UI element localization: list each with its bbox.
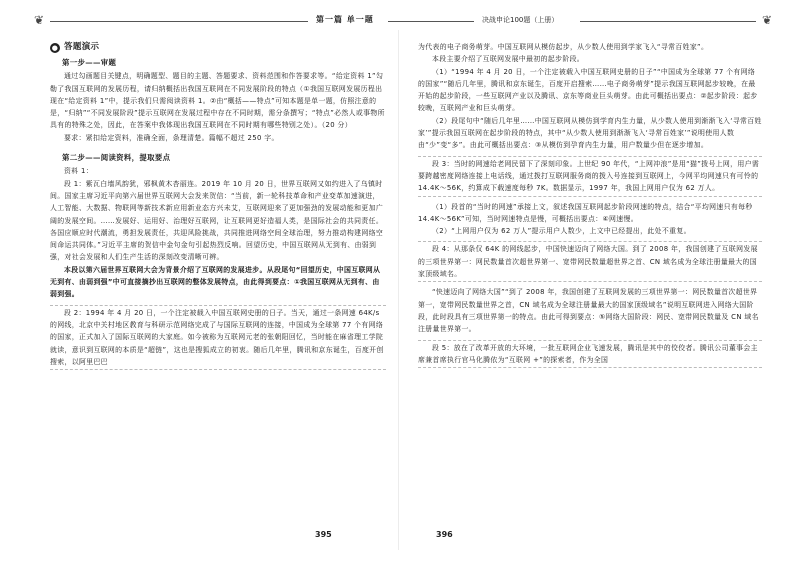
answer-bullet-icon: ●	[51, 43, 59, 52]
material-paragraph-1: 段 1：紫瓦白墙风韵犹，邪枫黄木杏丽连。2019 年 10 月 20 日，世界互联网又如约进入了乌镇时间。国家主席习近平向第六届世界互联网大会发来贺信：“当前，新一轮科技革命和产业变革加速演进，人工智能、大数据、物联网等新技术新应用新业态方兴未艾，互联网迎来了更加强劲的发展动能和更加广阔的发展空间。……发展好、运用好、治理好互联网，让互联网更好造福人类，是国际社会的共同责任。各国应顺应时代潮流，勇担发展责任，共迎风险挑战，共同推进网络空间全球治理，努力推动构建网络空间命运共同体。”习近平主席的贺信中金句金句引起热烈反响。回望历史，中国互联网从无到有、由弱到强，对社会发展和人们生产生活的深刻改变清晰可辨。	[50, 179, 384, 262]
page-header	[34, 12, 772, 30]
left-header-title: 第一篇 单一题	[316, 15, 374, 24]
answer-heading	[50, 41, 386, 54]
paragraph-3-text: 段 3：当时的网速给老网民留下了深刻印象。上世纪 90 年代，“上网冲浪”是用“猫”拨号上网，用户需要跨越密度网络连接上电话线，通过拨打互联网服务商的拨入号连接到互联网上，今网平均网速只有可怜的 14.4K～56K，约算成下载速度每秒 7K。数据显示，1997 年，我国上网用户仅为 62 万人。	[418, 159, 760, 193]
paragraph-3-note-2: （2）“上网用户仅为 62 万人”提示用户人数少，上文中已经提出，此处不重复。	[432, 227, 691, 236]
step1-paragraph: 通过勾画题目关键点，明确题型、题目的主题、答题要求、资料范围和作答要求等。“给定资料 1”勾勒了我国互联网的发展历程，请归纳概括出我国互联网在不同发展阶段的特点（①我国互联网发展历程出现在“给定资料 1”中，提示我们只需阅读资料 1。②由“概括——特点”可知本题是单一题，仿照注意的是，“归纳”“不同发展阶段”提示互联网在发展过程中存在不同时期，需分条撰写；“特点”必然人或事物所具有的特殊之处，因此，在答案中我体现出我国互联网在不同时期有哪些特别之处）。（20 分）	[50, 72, 385, 130]
left-page-number: 395	[315, 530, 332, 539]
header-rule-left	[50, 21, 308, 22]
section-summary: 本段主要介绍了互联网发展中最初的起步阶段。	[432, 55, 585, 64]
ornament-left-icon: ❦	[34, 13, 45, 27]
header-rule-center	[388, 21, 474, 22]
analysis-paragraph-2: （2）段尾句中“随后几年里……中国互联网从模仿到学育内生力量，从少数人使用到渐渐飞入‘寻常百姓家’”提示我国互联网在起步阶段的特点，其中“从少数人使用到渐渐飞入‘寻常百姓家’”说明使用人数由“少”变“多”。由此可概括出要点：③从模仿到孕育内生力量，用户数量少但在逐步增加。	[418, 116, 762, 150]
analysis-paragraph-1: （1）“1994 年 4 月 20 日，一个注定被载入中国互联网史册的日子”“中国成为全球第 77 个有网络的国家”“随后几年里，腾讯和京东诞生，百度开启搜索……电子商务萌芽”提示我国互联网起步较晚，在最开始的起步阶段，一些互联网产业以及腾讯、京东等商业巨头萌芽。由此可概括出要点：②起步阶段：起步较晚，互联网产业和巨头萌芽。	[418, 67, 758, 113]
paragraph-5-text: 段 5：放在了改革开放的大环境，一批互联网企业飞速发展，腾讯是其中的佼佼者。腾讯公司董事会主席兼首席执行官马化腾依为“互联网 +”的探索者，作为全国	[418, 343, 758, 364]
book-fold	[398, 30, 399, 550]
paragraph-4-text: 段 4：从那条仅 64K 的网线起步，中国快速迈向了网络大国。到了 2008 年，我国创建了互联网发展的三项世界第一：网民数量首次超世界第一、宽带网民数量超世界之首、CN 域名成为全球注册量最大的国家顶级域名。	[418, 245, 758, 279]
header-rule-right	[580, 21, 756, 22]
boxed-paragraph-4	[418, 241, 762, 282]
step2-title: 第二步——阅读资料，提取要点	[62, 153, 171, 163]
step1-requirement: 要求：紧扣给定资料，准确全面，条理清楚。篇幅不超过 250 字。	[64, 133, 279, 142]
right-header-title: 决战申论100题（上册）	[482, 16, 559, 24]
material-label: 资料 1：	[64, 167, 93, 176]
right-page-number: 396	[436, 530, 453, 539]
right-page	[418, 41, 762, 372]
answer-heading-text: 答题演示	[64, 42, 100, 52]
boxed-paragraph-text: 段 2：1994 年 4 月 20 日，一个注定被载入中国互联网史册的日子。当天，通过一条网速 64K/s 的网线，北京中关村地区教育与科研示范网络完成了与国际互联网的连接，中国成为全球第 77 个有网络的国家，正式加入了国际互联网的大家庭。如今被称为互联网元老的张朝阳回忆，当时能在麻省理工学院就读，意识到互联网的本质是“超链”，这也是搜狐成立的初衷。随后几年里，腾讯和京东诞生，百度开创搜索，以阿里巴巴	[50, 308, 384, 366]
ornament-right-icon: ❦	[761, 13, 772, 27]
paragraph-4-note: “快速迈向了网络大国”“到了 2008 年，我国创建了互联网发展的三项世界第一：网民数量首次超世界第一，宽带网民数量世界之首，CN 域名成为全球注册量最大的国家顶级域名”说明互联网进入网络大国阶段，此时段具有三项世界第一的特点。由此可得到要点：⑤网络大国阶段：网民、宽带网民数量及 CN 域名注册量世界第一。	[418, 288, 759, 334]
paragraph-3-note-1: （1）段首的“当时的网速”承接上文，叙述我国互联网起步阶段网速的特点，结合“平均网速只有每秒 14.4K～56K”可知，当时网速特点是慢，可概括出要点：④网速慢。	[418, 202, 753, 223]
left-page	[50, 41, 386, 374]
continued-paragraph: 为代表的电子商务萌芽。中国互联网从模仿起步，从少数人使用到学家飞入“寻常百姓家”。	[418, 43, 709, 51]
step1-title: 第一步——审题	[62, 58, 117, 67]
boxed-paragraph-3	[418, 156, 762, 197]
boxed-paragraph	[50, 305, 386, 370]
material-analysis-1: 本段以第六届世界互联网大会为背景介绍了互联网的发展进步。从段尾句“回望历史，中国互联网从无到有、由弱到强”中可直接摘抄出互联网的整体发展特点，由此得到要点：①我国互联网从无到有、由弱到强。	[50, 265, 381, 299]
boxed-paragraph-5	[418, 340, 762, 369]
